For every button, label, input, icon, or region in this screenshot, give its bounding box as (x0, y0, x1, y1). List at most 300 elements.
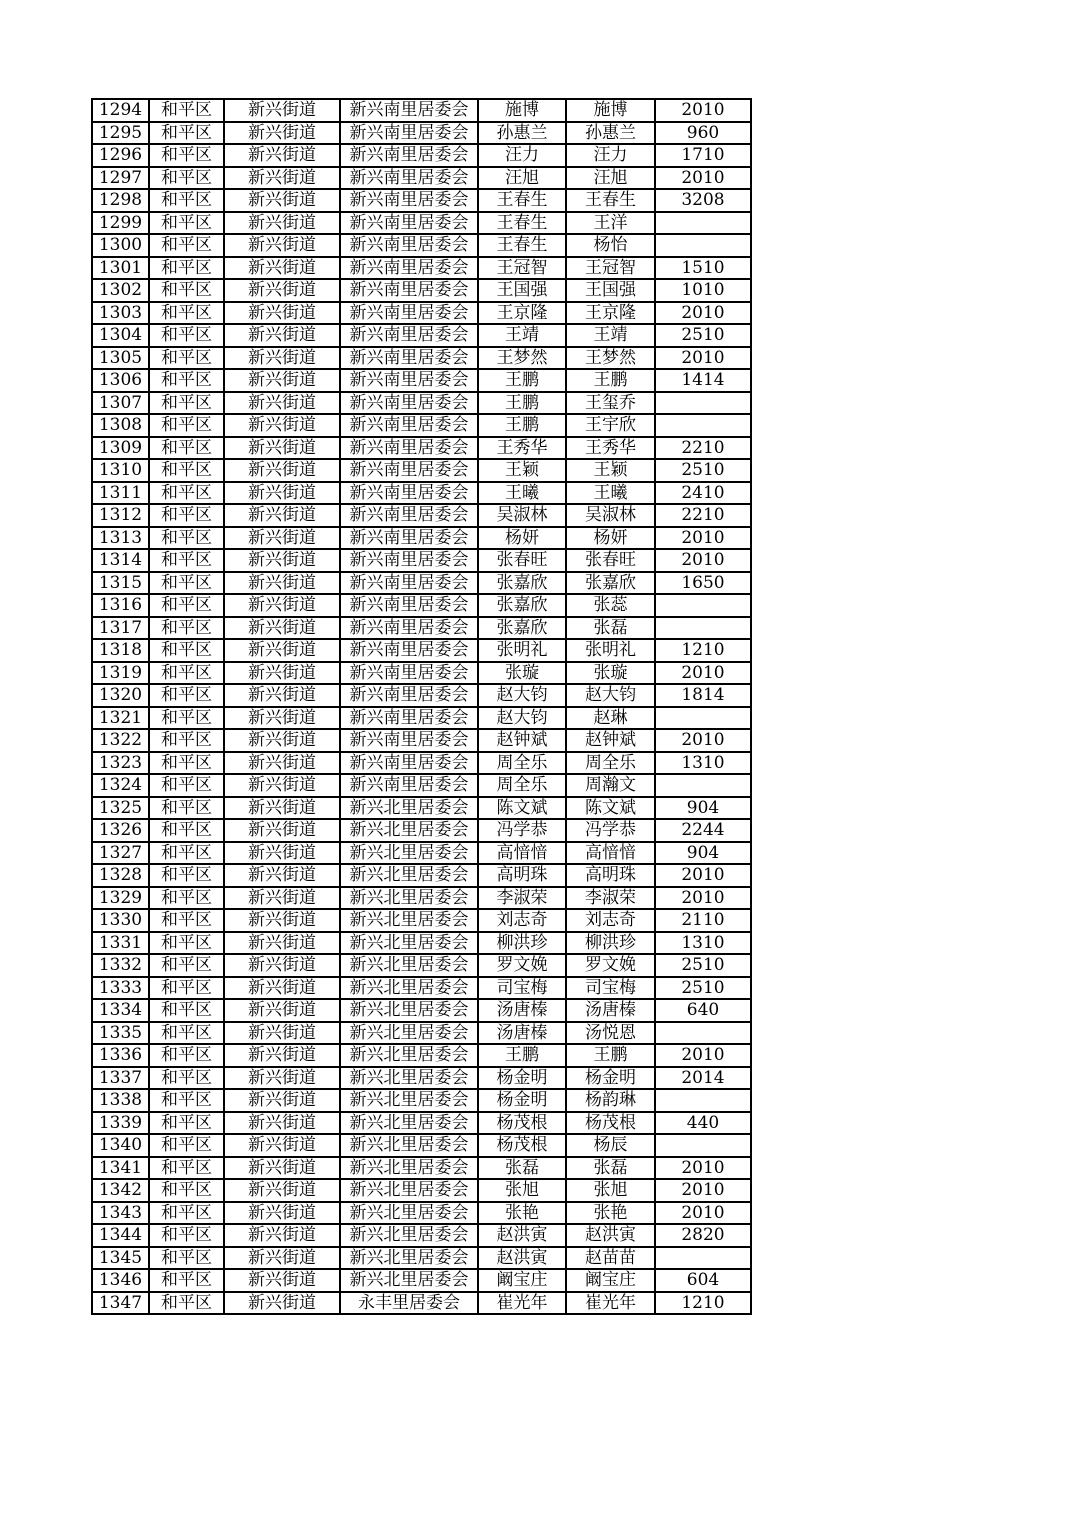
table-row (92, 887, 751, 910)
table-row (92, 1157, 751, 1180)
member-name-cell: 柳洪珍 (566, 932, 655, 955)
member-name-cell: 张嘉欣 (566, 572, 655, 595)
committee-cell: 新兴北里居委会 (340, 1269, 478, 1292)
householder-cell: 王鹏 (478, 369, 566, 392)
committee-cell: 新兴南里居委会 (340, 752, 478, 775)
street-cell: 新兴街道 (224, 1134, 340, 1157)
amount-cell: 1414 (655, 369, 751, 392)
committee-cell: 新兴南里居委会 (340, 459, 478, 482)
householder-cell: 陈文斌 (478, 797, 566, 820)
district-cell: 和平区 (149, 527, 224, 550)
table-row (92, 167, 751, 190)
amount-cell: 904 (655, 842, 751, 865)
street-cell: 新兴街道 (224, 234, 340, 257)
member-name-cell: 刘志奇 (566, 909, 655, 932)
table-row (92, 482, 751, 505)
householder-cell: 王鹏 (478, 414, 566, 437)
district-cell: 和平区 (149, 482, 224, 505)
row-number-cell: 1322 (92, 729, 149, 752)
member-name-cell: 杨韵琳 (566, 1089, 655, 1112)
row-number-cell: 1332 (92, 954, 149, 977)
table-row (92, 617, 751, 640)
amount-cell: 2410 (655, 482, 751, 505)
row-number-cell: 1311 (92, 482, 149, 505)
row-number-cell: 1338 (92, 1089, 149, 1112)
district-cell: 和平区 (149, 1247, 224, 1270)
district-cell: 和平区 (149, 122, 224, 145)
row-number-cell: 1305 (92, 347, 149, 370)
table-row (92, 999, 751, 1022)
member-name-cell: 张磊 (566, 1157, 655, 1180)
table-row (92, 1269, 751, 1292)
district-cell: 和平区 (149, 999, 224, 1022)
committee-cell: 新兴北里居委会 (340, 1134, 478, 1157)
member-name-cell: 司宝梅 (566, 977, 655, 1000)
householder-cell: 王秀华 (478, 437, 566, 460)
street-cell: 新兴街道 (224, 189, 340, 212)
member-name-cell: 王鹏 (566, 369, 655, 392)
member-name-cell: 汤唐榛 (566, 999, 655, 1022)
member-name-cell: 施博 (566, 99, 655, 122)
householder-cell: 刘志奇 (478, 909, 566, 932)
committee-cell: 新兴北里居委会 (340, 819, 478, 842)
householder-cell: 汪旭 (478, 167, 566, 190)
member-name-cell: 张旭 (566, 1179, 655, 1202)
amount-cell: 2010 (655, 887, 751, 910)
committee-cell: 永丰里居委会 (340, 1292, 478, 1315)
district-cell: 和平区 (149, 1089, 224, 1112)
row-number-cell: 1318 (92, 639, 149, 662)
committee-cell: 新兴北里居委会 (340, 909, 478, 932)
street-cell: 新兴街道 (224, 1067, 340, 1090)
amount-cell: 2010 (655, 167, 751, 190)
committee-cell: 新兴南里居委会 (340, 707, 478, 730)
householder-cell: 周全乐 (478, 774, 566, 797)
district-cell: 和平区 (149, 1179, 224, 1202)
row-number-cell: 1337 (92, 1067, 149, 1090)
committee-cell: 新兴北里居委会 (340, 842, 478, 865)
street-cell: 新兴街道 (224, 212, 340, 235)
district-cell: 和平区 (149, 1224, 224, 1247)
table-row (92, 1134, 751, 1157)
row-number-cell: 1297 (92, 167, 149, 190)
householder-cell: 汪力 (478, 144, 566, 167)
street-cell: 新兴街道 (224, 752, 340, 775)
district-cell: 和平区 (149, 167, 224, 190)
amount-cell: 2010 (655, 662, 751, 685)
committee-cell: 新兴北里居委会 (340, 887, 478, 910)
householder-cell: 王鹏 (478, 1044, 566, 1067)
member-name-cell: 王颖 (566, 459, 655, 482)
amount-cell: 2010 (655, 347, 751, 370)
district-cell: 和平区 (149, 842, 224, 865)
district-cell: 和平区 (149, 1134, 224, 1157)
table-row (92, 392, 751, 415)
amount-cell: 904 (655, 797, 751, 820)
row-number-cell: 1306 (92, 369, 149, 392)
amount-cell: 2010 (655, 1179, 751, 1202)
member-name-cell: 王宇欣 (566, 414, 655, 437)
table-row (92, 99, 751, 122)
district-cell: 和平区 (149, 212, 224, 235)
committee-cell: 新兴南里居委会 (340, 684, 478, 707)
householder-cell: 高明珠 (478, 864, 566, 887)
committee-cell: 新兴北里居委会 (340, 999, 478, 1022)
committee-cell: 新兴南里居委会 (340, 414, 478, 437)
amount-cell (655, 1134, 751, 1157)
district-cell: 和平区 (149, 819, 224, 842)
amount-cell (655, 617, 751, 640)
householder-cell: 周全乐 (478, 752, 566, 775)
committee-cell: 新兴北里居委会 (340, 797, 478, 820)
row-number-cell: 1345 (92, 1247, 149, 1270)
table-row (92, 279, 751, 302)
district-cell: 和平区 (149, 1202, 224, 1225)
amount-cell: 2010 (655, 1157, 751, 1180)
member-name-cell: 阚宝庄 (566, 1269, 655, 1292)
member-name-cell: 王玺乔 (566, 392, 655, 415)
table-row (92, 977, 751, 1000)
row-number-cell: 1304 (92, 324, 149, 347)
committee-cell: 新兴北里居委会 (340, 1157, 478, 1180)
member-name-cell: 孙惠兰 (566, 122, 655, 145)
table-row (92, 347, 751, 370)
committee-cell: 新兴南里居委会 (340, 482, 478, 505)
district-cell: 和平区 (149, 347, 224, 370)
committee-cell: 新兴南里居委会 (340, 167, 478, 190)
householder-cell: 赵大钧 (478, 707, 566, 730)
amount-cell: 1210 (655, 1292, 751, 1315)
table-row (92, 459, 751, 482)
amount-cell: 2010 (655, 1044, 751, 1067)
district-cell: 和平区 (149, 684, 224, 707)
member-name-cell: 赵苗苗 (566, 1247, 655, 1270)
householder-cell: 王曦 (478, 482, 566, 505)
member-name-cell: 张璇 (566, 662, 655, 685)
district-cell: 和平区 (149, 977, 224, 1000)
street-cell: 新兴街道 (224, 347, 340, 370)
street-cell: 新兴街道 (224, 1044, 340, 1067)
row-number-cell: 1300 (92, 234, 149, 257)
amount-cell: 2820 (655, 1224, 751, 1247)
committee-cell: 新兴南里居委会 (340, 639, 478, 662)
table-row (92, 324, 751, 347)
records-table (91, 98, 752, 1315)
street-cell: 新兴街道 (224, 954, 340, 977)
street-cell: 新兴街道 (224, 617, 340, 640)
householder-cell: 王京隆 (478, 302, 566, 325)
committee-cell: 新兴南里居委会 (340, 347, 478, 370)
committee-cell: 新兴南里居委会 (340, 594, 478, 617)
street-cell: 新兴街道 (224, 999, 340, 1022)
amount-cell: 2510 (655, 459, 751, 482)
amount-cell: 640 (655, 999, 751, 1022)
table-row (92, 212, 751, 235)
householder-cell: 李淑荣 (478, 887, 566, 910)
member-name-cell: 周瀚文 (566, 774, 655, 797)
member-name-cell: 王冠智 (566, 257, 655, 280)
householder-cell: 汤唐榛 (478, 999, 566, 1022)
street-cell: 新兴街道 (224, 797, 340, 820)
street-cell: 新兴街道 (224, 1269, 340, 1292)
member-name-cell: 杨妍 (566, 527, 655, 550)
committee-cell: 新兴北里居委会 (340, 1112, 478, 1135)
member-name-cell: 张蕊 (566, 594, 655, 617)
street-cell: 新兴街道 (224, 1179, 340, 1202)
committee-cell: 新兴北里居委会 (340, 1067, 478, 1090)
street-cell: 新兴街道 (224, 459, 340, 482)
table-row (92, 1022, 751, 1045)
street-cell: 新兴街道 (224, 1157, 340, 1180)
amount-cell (655, 414, 751, 437)
member-name-cell: 罗文娩 (566, 954, 655, 977)
street-cell: 新兴街道 (224, 257, 340, 280)
committee-cell: 新兴南里居委会 (340, 527, 478, 550)
committee-cell: 新兴南里居委会 (340, 122, 478, 145)
street-cell: 新兴街道 (224, 684, 340, 707)
amount-cell: 2010 (655, 729, 751, 752)
district-cell: 和平区 (149, 99, 224, 122)
table-row (92, 189, 751, 212)
street-cell: 新兴街道 (224, 1022, 340, 1045)
committee-cell: 新兴北里居委会 (340, 1224, 478, 1247)
member-name-cell: 张明礼 (566, 639, 655, 662)
amount-cell: 2010 (655, 864, 751, 887)
committee-cell: 新兴南里居委会 (340, 504, 478, 527)
member-name-cell: 冯学恭 (566, 819, 655, 842)
committee-cell: 新兴北里居委会 (340, 932, 478, 955)
member-name-cell: 王靖 (566, 324, 655, 347)
amount-cell: 2010 (655, 1202, 751, 1225)
street-cell: 新兴街道 (224, 1292, 340, 1315)
row-number-cell: 1323 (92, 752, 149, 775)
table-row (92, 572, 751, 595)
district-cell: 和平区 (149, 729, 224, 752)
amount-cell: 2510 (655, 977, 751, 1000)
district-cell: 和平区 (149, 144, 224, 167)
table-row (92, 414, 751, 437)
member-name-cell: 王鹏 (566, 1044, 655, 1067)
street-cell: 新兴街道 (224, 369, 340, 392)
householder-cell: 赵洪寅 (478, 1247, 566, 1270)
street-cell: 新兴街道 (224, 122, 340, 145)
householder-cell: 王国强 (478, 279, 566, 302)
row-number-cell: 1315 (92, 572, 149, 595)
table-row (92, 954, 751, 977)
householder-cell: 汤唐榛 (478, 1022, 566, 1045)
street-cell: 新兴街道 (224, 594, 340, 617)
street-cell: 新兴街道 (224, 482, 340, 505)
street-cell: 新兴街道 (224, 504, 340, 527)
street-cell: 新兴街道 (224, 392, 340, 415)
district-cell: 和平区 (149, 797, 224, 820)
table-row (92, 527, 751, 550)
amount-cell: 2010 (655, 527, 751, 550)
member-name-cell: 杨金明 (566, 1067, 655, 1090)
district-cell: 和平区 (149, 392, 224, 415)
district-cell: 和平区 (149, 1022, 224, 1045)
member-name-cell: 汪旭 (566, 167, 655, 190)
committee-cell: 新兴北里居委会 (340, 1202, 478, 1225)
member-name-cell: 高愔愔 (566, 842, 655, 865)
table-row (92, 144, 751, 167)
amount-cell: 1710 (655, 144, 751, 167)
row-number-cell: 1347 (92, 1292, 149, 1315)
amount-cell: 2010 (655, 99, 751, 122)
amount-cell (655, 1247, 751, 1270)
committee-cell: 新兴南里居委会 (340, 189, 478, 212)
row-number-cell: 1328 (92, 864, 149, 887)
row-number-cell: 1344 (92, 1224, 149, 1247)
householder-cell: 司宝梅 (478, 977, 566, 1000)
row-number-cell: 1319 (92, 662, 149, 685)
householder-cell: 张嘉欣 (478, 572, 566, 595)
householder-cell: 王春生 (478, 189, 566, 212)
committee-cell: 新兴北里居委会 (340, 1247, 478, 1270)
householder-cell: 施博 (478, 99, 566, 122)
district-cell: 和平区 (149, 302, 224, 325)
committee-cell: 新兴南里居委会 (340, 234, 478, 257)
street-cell: 新兴街道 (224, 864, 340, 887)
member-name-cell: 汤悦恩 (566, 1022, 655, 1045)
row-number-cell: 1313 (92, 527, 149, 550)
member-name-cell: 李淑荣 (566, 887, 655, 910)
district-cell: 和平区 (149, 234, 224, 257)
district-cell: 和平区 (149, 594, 224, 617)
committee-cell: 新兴南里居委会 (340, 617, 478, 640)
member-name-cell: 陈文斌 (566, 797, 655, 820)
street-cell: 新兴街道 (224, 909, 340, 932)
member-name-cell: 张磊 (566, 617, 655, 640)
amount-cell: 1210 (655, 639, 751, 662)
committee-cell: 新兴北里居委会 (340, 1022, 478, 1045)
table-row (92, 1044, 751, 1067)
street-cell: 新兴街道 (224, 167, 340, 190)
district-cell: 和平区 (149, 954, 224, 977)
committee-cell: 新兴南里居委会 (340, 774, 478, 797)
table-row (92, 797, 751, 820)
householder-cell: 杨金明 (478, 1067, 566, 1090)
row-number-cell: 1317 (92, 617, 149, 640)
amount-cell: 960 (655, 122, 751, 145)
table-row (92, 819, 751, 842)
householder-cell: 孙惠兰 (478, 122, 566, 145)
amount-cell: 1814 (655, 684, 751, 707)
spreadsheet-page (91, 98, 752, 1315)
district-cell: 和平区 (149, 774, 224, 797)
table-row (92, 594, 751, 617)
street-cell: 新兴街道 (224, 324, 340, 347)
table-row (92, 1179, 751, 1202)
row-number-cell: 1330 (92, 909, 149, 932)
amount-cell (655, 774, 751, 797)
amount-cell (655, 212, 751, 235)
member-name-cell: 王秀华 (566, 437, 655, 460)
table-row (92, 1224, 751, 1247)
committee-cell: 新兴南里居委会 (340, 729, 478, 752)
district-cell: 和平区 (149, 1269, 224, 1292)
committee-cell: 新兴南里居委会 (340, 437, 478, 460)
member-name-cell: 王曦 (566, 482, 655, 505)
district-cell: 和平区 (149, 1067, 224, 1090)
member-name-cell: 赵钟斌 (566, 729, 655, 752)
householder-cell: 张明礼 (478, 639, 566, 662)
amount-cell: 2010 (655, 549, 751, 572)
table-row (92, 639, 751, 662)
member-name-cell: 赵大钧 (566, 684, 655, 707)
street-cell: 新兴街道 (224, 414, 340, 437)
street-cell: 新兴街道 (224, 99, 340, 122)
amount-cell: 2210 (655, 437, 751, 460)
householder-cell: 张磊 (478, 1157, 566, 1180)
householder-cell: 张璇 (478, 662, 566, 685)
householder-cell: 罗文娩 (478, 954, 566, 977)
table-row (92, 369, 751, 392)
member-name-cell: 王京隆 (566, 302, 655, 325)
committee-cell: 新兴北里居委会 (340, 1044, 478, 1067)
row-number-cell: 1321 (92, 707, 149, 730)
street-cell: 新兴街道 (224, 707, 340, 730)
street-cell: 新兴街道 (224, 819, 340, 842)
table-row (92, 842, 751, 865)
householder-cell: 阚宝庄 (478, 1269, 566, 1292)
householder-cell: 张嘉欣 (478, 617, 566, 640)
district-cell: 和平区 (149, 617, 224, 640)
row-number-cell: 1296 (92, 144, 149, 167)
amount-cell: 1650 (655, 572, 751, 595)
row-number-cell: 1340 (92, 1134, 149, 1157)
row-number-cell: 1329 (92, 887, 149, 910)
member-name-cell: 王春生 (566, 189, 655, 212)
member-name-cell: 崔光年 (566, 1292, 655, 1315)
committee-cell: 新兴南里居委会 (340, 324, 478, 347)
table-row (92, 932, 751, 955)
householder-cell: 王靖 (478, 324, 566, 347)
amount-cell: 2210 (655, 504, 751, 527)
householder-cell: 王春生 (478, 212, 566, 235)
committee-cell: 新兴南里居委会 (340, 279, 478, 302)
member-name-cell: 吴淑林 (566, 504, 655, 527)
member-name-cell: 高明珠 (566, 864, 655, 887)
table-row (92, 1112, 751, 1135)
committee-cell: 新兴北里居委会 (340, 977, 478, 1000)
householder-cell: 赵大钧 (478, 684, 566, 707)
amount-cell: 2110 (655, 909, 751, 932)
member-name-cell: 杨辰 (566, 1134, 655, 1157)
amount-cell (655, 707, 751, 730)
street-cell: 新兴街道 (224, 729, 340, 752)
row-number-cell: 1346 (92, 1269, 149, 1292)
street-cell: 新兴街道 (224, 639, 340, 662)
committee-cell: 新兴北里居委会 (340, 1089, 478, 1112)
row-number-cell: 1339 (92, 1112, 149, 1135)
row-number-cell: 1331 (92, 932, 149, 955)
street-cell: 新兴街道 (224, 279, 340, 302)
table-row (92, 752, 751, 775)
table-body (92, 99, 751, 1314)
householder-cell: 冯学恭 (478, 819, 566, 842)
amount-cell: 2010 (655, 302, 751, 325)
district-cell: 和平区 (149, 752, 224, 775)
amount-cell (655, 594, 751, 617)
householder-cell: 杨妍 (478, 527, 566, 550)
street-cell: 新兴街道 (224, 1112, 340, 1135)
amount-cell: 604 (655, 1269, 751, 1292)
householder-cell: 高愔愔 (478, 842, 566, 865)
district-cell: 和平区 (149, 504, 224, 527)
row-number-cell: 1299 (92, 212, 149, 235)
member-name-cell: 王洋 (566, 212, 655, 235)
